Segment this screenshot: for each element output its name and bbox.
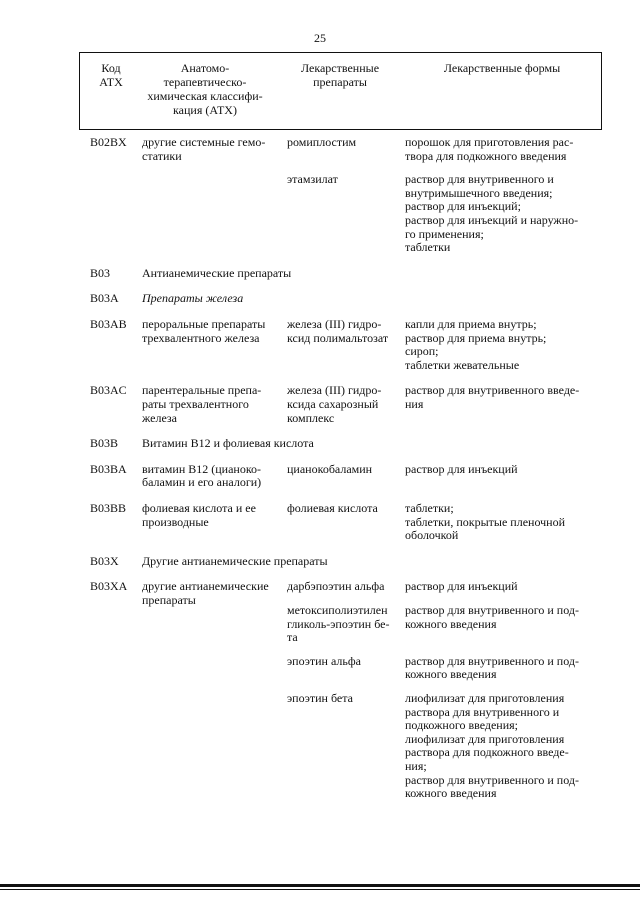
dosage-forms: таблетки; таблетки, покрытые пленочной оболочкой bbox=[405, 501, 566, 543]
dosage-forms: капли для приема внутрь; раствор для приема внутрь; сироп; таблетки жевательные bbox=[405, 317, 547, 372]
dosage-forms: раствор для инъекций bbox=[405, 461, 518, 476]
page-number: 25 bbox=[314, 31, 326, 45]
drug-name: ромиплостим bbox=[287, 135, 357, 149]
group-title: Антианемические препараты bbox=[142, 265, 292, 280]
drug-name: дарбэпоэтин альфа bbox=[287, 579, 385, 594]
atx-code: B03AB bbox=[90, 317, 127, 331]
header-classification: Анатомо- терапевтическо- химическая классифи- кация (АТХ) bbox=[147, 61, 263, 117]
drug-name: железа (III) гидро- ксида сахарозный комплекс bbox=[287, 383, 382, 425]
atx-code: B03XA bbox=[90, 579, 128, 594]
drug-name: эпоэтин альфа bbox=[287, 653, 361, 668]
dosage-forms: раствор для внутривенного и под- кожного введения bbox=[405, 602, 579, 631]
drug-name: этамзилат bbox=[287, 172, 338, 187]
atx-code: B02BX bbox=[90, 135, 127, 149]
atx-code: B03BB bbox=[90, 501, 127, 515]
drug-name: метоксиполиэтилен гликоль-эпоэтин бе- та bbox=[287, 602, 390, 645]
table-header bbox=[79, 52, 602, 130]
classification: пероральные препараты трехвалентного железа bbox=[142, 317, 266, 345]
atx-code: B03BA bbox=[90, 461, 127, 476]
dosage-forms: раствор для внутривенного и внутримышечного введения; раствор для инъекций; раствор для инъекций и наружно- го применения; таблетки bbox=[405, 172, 579, 255]
atx-code: B03 bbox=[90, 265, 111, 280]
dosage-forms: раствор для внутривенного и под- кожного введения bbox=[405, 653, 579, 682]
group-title: Витамин B12 и фолиевая кислота bbox=[142, 436, 314, 451]
dosage-forms: лиофилизат для приготовления раствора для внутривенного и подкожного введения; лиофилизат для приготовления раствора для подкожного введе- ния; раствор для внутривенного и под- кожного введения bbox=[405, 690, 579, 801]
drug-name: фолиевая кислота bbox=[287, 501, 378, 515]
classification: витамин B12 (цианоко- баламин и его аналоги) bbox=[142, 461, 262, 490]
header-forms: Лекарственные формы bbox=[443, 61, 561, 75]
drug-name: эпоэтин бета bbox=[287, 690, 353, 705]
atx-code: B03AC bbox=[90, 383, 127, 398]
classification: другие системные гемо- статики bbox=[142, 135, 266, 163]
drug-name: цианокобаламин bbox=[287, 461, 373, 476]
atx-code: B03B bbox=[90, 436, 119, 451]
footer-rule bbox=[0, 884, 640, 887]
dosage-forms: раствор для инъекций bbox=[405, 579, 518, 594]
header-code: Код АТХ bbox=[99, 61, 123, 89]
group-title: Препараты железа bbox=[142, 291, 244, 306]
classification: другие антианемические препараты bbox=[142, 579, 269, 607]
header-drugs: Лекарственные препараты bbox=[300, 61, 380, 89]
classification: фолиевая кислота и ее производные bbox=[142, 501, 256, 529]
atx-code: B03X bbox=[90, 553, 119, 568]
dosage-forms: порошок для приготовления рас- твора для подкожного введения bbox=[405, 135, 574, 163]
atx-code: B03A bbox=[90, 291, 119, 306]
footer-rule-thin bbox=[0, 889, 640, 890]
group-title: Другие антианемические препараты bbox=[142, 553, 328, 568]
drug-name: железа (III) гидро- ксид полимальтозат bbox=[287, 317, 389, 345]
dosage-forms: раствор для внутривенного введе- ния bbox=[405, 383, 580, 411]
classification: парентеральные препа- раты трехвалентного железа bbox=[142, 383, 262, 425]
